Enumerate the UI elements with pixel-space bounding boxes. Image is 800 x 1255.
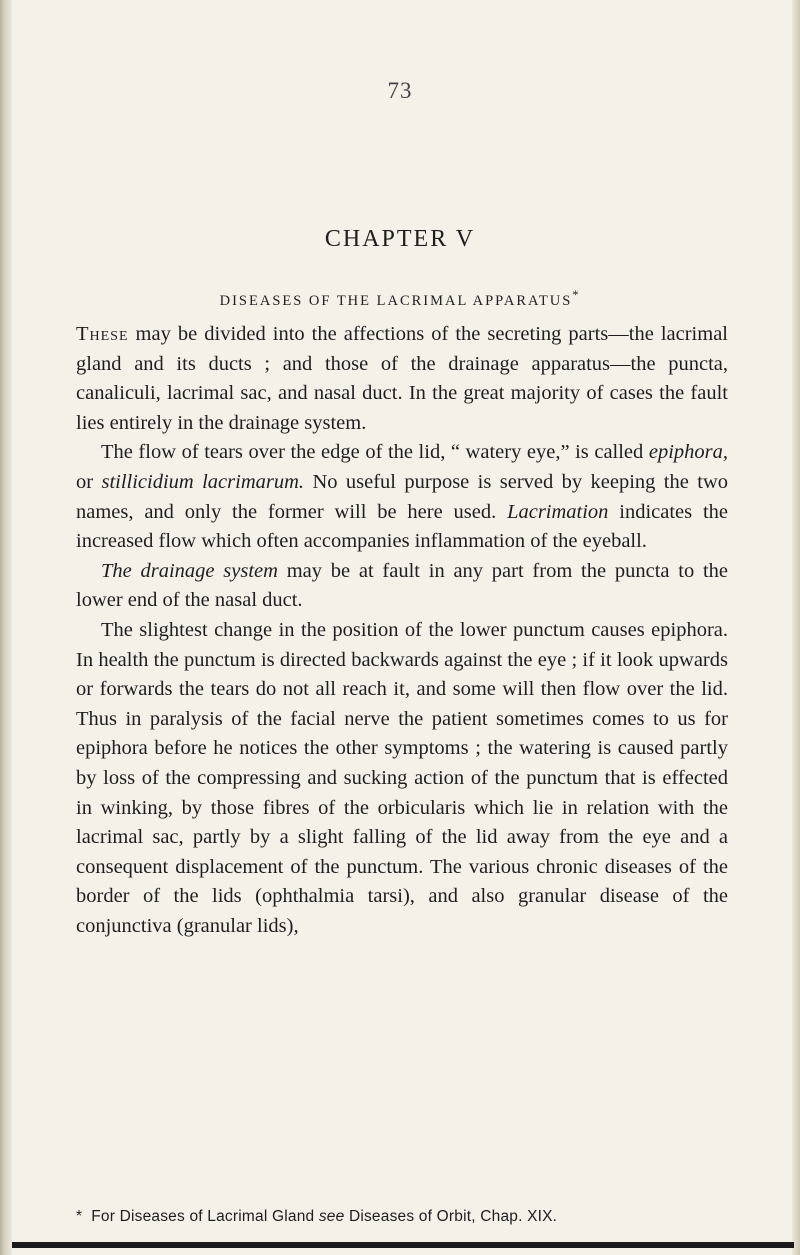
footnote-text-a: For Diseases of Lacrimal Gland xyxy=(91,1208,319,1225)
term-stillicidium: stillicidium lacrimarum. xyxy=(101,470,305,493)
footnote xyxy=(76,1208,736,1226)
paragraph-4 xyxy=(76,616,728,942)
term-lacrimation: Lacrimation xyxy=(507,500,609,523)
chapter-title: CHAPTER V xyxy=(324,226,476,252)
chapter-subtitle xyxy=(0,288,800,310)
footnote-reference-marker: * xyxy=(572,288,581,302)
footnote-marker: * xyxy=(76,1208,83,1225)
paragraph-2-text-d: indicates the increased flow which often accompanies inflammation of the eyeball. xyxy=(76,500,729,553)
paragraph-2-text-b: or xyxy=(76,470,102,493)
paragraph-3-text: may be at fault in any part from the puncta to the lower end of the nasal duct. xyxy=(76,559,728,612)
chapter-subtitle-text: DISEASES OF THE LACRIMAL APPARATUS xyxy=(219,292,573,309)
paragraph-2 xyxy=(76,438,728,556)
paragraph-3 xyxy=(76,557,728,616)
page-bottom-border xyxy=(12,1242,794,1248)
page-right-edge xyxy=(792,0,800,1255)
paragraph-1-text: may be divided into the affections of the secreting parts—the lacrimal gland and its ducts ; and those of the drainage apparatus—the puncta, canaliculi, lacrimal sac, and nasal duct. In the great majority of cases the fault lies entirely in the drainage system. xyxy=(76,323,728,434)
footnote-text-b: Diseases of Orbit, Chap. XIX. xyxy=(344,1208,558,1225)
footnote-see: see xyxy=(318,1208,345,1225)
lead-word: These xyxy=(76,323,129,345)
paragraph-2-text-c: No useful purpose is served by keeping the two names, and only the former will be here used. xyxy=(76,470,728,523)
page-number: 73 xyxy=(387,78,413,103)
paragraph-2-text-a: The flow of tears over the edge of the lid, “ watery eye,” is called xyxy=(101,441,649,464)
term-drainage-system: The drainage system xyxy=(101,559,278,582)
paragraph-1 xyxy=(76,320,728,438)
body-text xyxy=(76,320,728,941)
paragraph-4-text: The slightest change in the position of the lower punctum causes epiphora. In health the punctum is directed backwards against the eye ; if it look upwards or forwards the tears do not all reach it, and some will then flow over the lid. Thus in paralysis of the facial nerve the patient sometimes comes to us for epiphora before he notices the other symptoms ; the watering is caused partly by loss of the compressing and sucking action of the punctum that is effected in winking, by those fibres of the orbicularis which lie in relation with the lacrimal sac, partly by a slight falling of the lid away from the eye and a consequent displacement of the punctum. The various chronic diseases of the border of the lids (ophthalmia tarsi), and also granular disease of the conjunctiva (granular lids), xyxy=(76,618,728,937)
term-epiphora: epiphora, xyxy=(648,441,728,464)
page-binding-edge xyxy=(0,0,12,1255)
